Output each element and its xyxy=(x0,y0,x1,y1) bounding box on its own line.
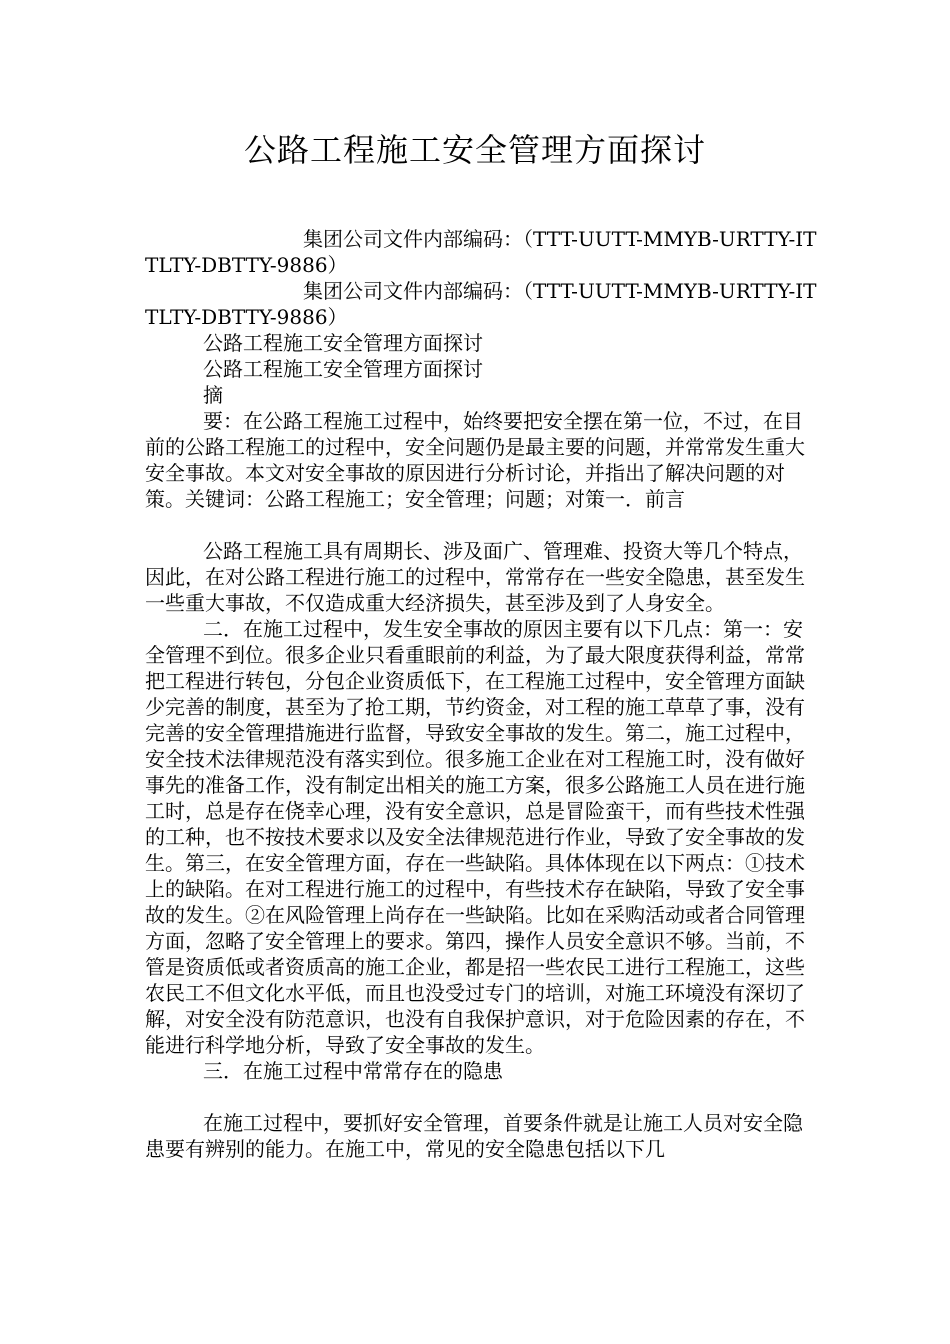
document-title: 公路工程施工安全管理方面探讨 xyxy=(243,131,706,169)
document-body xyxy=(145,226,821,1162)
abstract-heading: 摘 xyxy=(203,383,223,407)
abstract-paragraph: 要：在公路工程施工过程中，始终要把安全摆在第一位，不过，在目前的公路工程施工的过程中，安全问题仍是最主要的问题，并常常发生重大安全事故。本文对安全事故的原因进行分析讨论，并指出了解决问题的对策。关键词：公路工程施工；安全管理；问题；对策一．前言 xyxy=(145,409,805,511)
document-code-line: 集团公司文件内部编码：（TTT-UUTT-MMYB-URTTY-ITTLTY-DBTTY-9886） xyxy=(145,279,817,329)
subtitle-line: 公路工程施工安全管理方面探讨 xyxy=(203,331,483,355)
paragraph-spacer xyxy=(145,512,821,538)
subtitle-line: 公路工程施工安全管理方面探讨 xyxy=(203,357,483,381)
section-heading: 三．在施工过程中常常存在的隐患 xyxy=(203,1059,503,1083)
hazards-paragraph: 在施工过程中，要抓好安全管理，首要条件就是让施工人员对安全隐患要有辨别的能力。在施工中，常见的安全隐患包括以下几 xyxy=(145,1111,803,1161)
paragraph-spacer xyxy=(145,1084,821,1110)
causes-paragraph: 二．在施工过程中，发生安全事故的原因主要有以下几点：第一：安全管理不到位。很多企业只看重眼前的利益，为了最大限度获得利益，常常把工程进行转包，分包企业资质低下，在工程施工过程中，安全管理方面缺少完善的制度，甚至为了抢工期，节约资金，对工程的施工草草了事，没有完善的安全管理措施进行监督，导致安全事故的发生。第二，施工过程中，安全技术法律规范没有落实到位。很多施工企业在对工程施工时，没有做好事先的准备工作，没有制定出相关的施工方案，很多公路施工人员在进行施工时，总是存在侥幸心理，没有安全意识，总是冒险蛮干，而有些技术性强的工种，也不按技术要求以及安全法律规范进行作业，导致了安全事故的发生。第三，在安全管理方面，存在一些缺陷。具体体现在以下两点：①技术上的缺陷。在对工程进行施工的过程中，有些技术存在缺陷，导致了安全事故的发生。②在风险管理上尚存在一些缺陷。比如在采购活动或者合同管理方面，忽略了安全管理上的要求。第四，操作人员安全意识不够。当前，不管是资质低或者资质高的施工企业，都是招一些农民工进行工程施工，这些农民工不但文化水平低，而且也没受过专门的培训，对施工环境没有深切了解，对安全没有防范意识，也没有自我保护意识，对于危险因素的存在，不能进行科学地分析，导致了安全事故的发生。 xyxy=(145,617,805,1057)
document-code-line: 集团公司文件内部编码：（TTT-UUTT-MMYB-URTTY-ITTLTY-DBTTY-9886） xyxy=(145,227,817,277)
intro-paragraph: 公路工程施工具有周期长、涉及面广、管理难、投资大等几个特点，因此，在对公路工程进行施工的过程中，常常存在一些安全隐患，甚至发生一些重大事故，不仅造成重大经济损失，甚至涉及到了人身安全。 xyxy=(145,539,805,615)
